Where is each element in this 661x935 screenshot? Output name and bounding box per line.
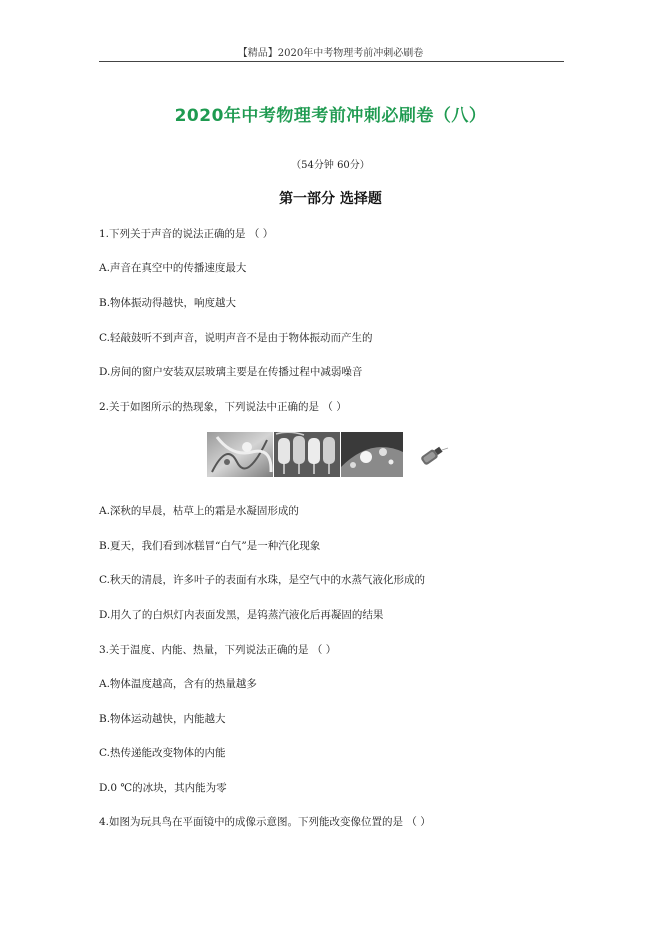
section-title: 第一部分 选择题 [279, 191, 382, 207]
question-3-option-a: A.物体温度越高，含有的热量越多 [99, 678, 257, 690]
question-4-stem: 4.如图为玩具鸟在平面镜中的成像示意图。下列能改变像位置的是 （ ） [99, 816, 431, 828]
doc-title: 2020年中考物理考前冲刺必刷卷（八） [174, 106, 487, 126]
question-3-option-c: C.热传递能改变物体的内能 [99, 747, 226, 759]
question-2-option-c: C.秋天的清晨，许多叶子的表面有水珠，是空气中的水蒸气液化形成的 [99, 574, 425, 586]
question-1-option-d: D.房间的窗户安装双层玻璃主要是在传播过程中减弱噪音 [99, 366, 363, 378]
question-1-option-c: C.轻敲鼓听不到声音，说明声音不是由于物体振动而产生的 [99, 332, 373, 344]
figure-dew-leaf [341, 432, 403, 477]
question-2-option-b: B.夏天，我们看到冰糕冒“白气”是一种汽化现象 [99, 540, 321, 552]
figure-light-bulb [410, 432, 450, 477]
time-score: （54分钟 60分） [291, 160, 370, 171]
question-1-option-b: B.物体振动得越快，响度越大 [99, 297, 237, 309]
question-1-option-a: A.声音在真空中的传播速度最大 [99, 262, 247, 274]
question-3-stem: 3.关于温度、内能、热量，下列说法正确的是 （ ） [99, 644, 337, 656]
question-1-stem: 1.下列关于声音的说法正确的是 （ ） [99, 228, 274, 240]
question-2-option-d: D.用久了的白炽灯内表面发黑，是钨蒸汽液化后再凝固的结果 [99, 609, 384, 621]
header-rule [99, 61, 564, 62]
question-2-option-a: A.深秋的早晨，枯草上的霜是水凝固形成的 [99, 505, 299, 517]
running-header: 【精品】2020年中考物理考前冲刺必刷卷 [237, 48, 424, 59]
figure-ice-pops [274, 432, 340, 477]
question-2-stem: 2.关于如图所示的热现象，下列说法中正确的是 （ ） [99, 401, 347, 413]
figure-frost-grass [207, 432, 273, 477]
question-3-option-d: D.0 ℃的冰块，其内能为零 [99, 782, 227, 794]
question-2-figures [0, 432, 661, 478]
question-3-option-b: B.物体运动越快，内能越大 [99, 713, 226, 725]
